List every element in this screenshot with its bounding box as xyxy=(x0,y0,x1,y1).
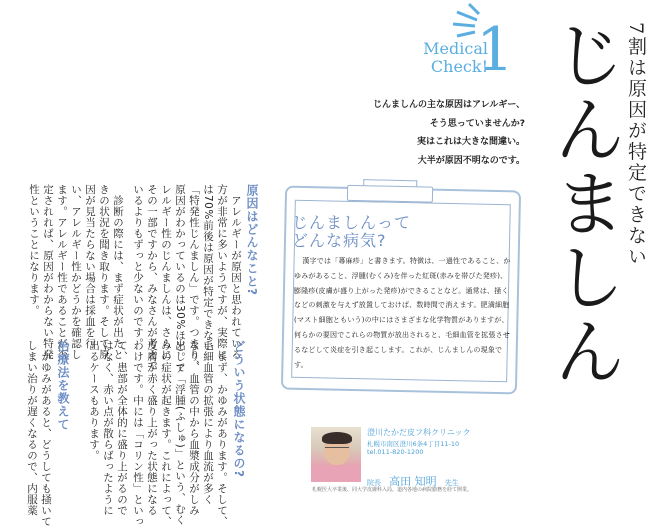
page-title: じんましん xyxy=(542,18,626,388)
badge-line1: Medical xyxy=(423,39,488,58)
body-column: なり、血管の中から血漿成分がしみ xyxy=(188,340,200,516)
body-column: きの状況を聞き取ります。そして原 xyxy=(98,184,110,360)
body-column: 性ということになります。 xyxy=(28,184,40,316)
badge-line2: Check! xyxy=(430,57,488,76)
clinic-address: 札幌市南区澄川6条4丁目11-10 xyxy=(367,440,460,448)
section-heading-causes: 原因はどんなこと? xyxy=(245,184,259,296)
lead-paragraph xyxy=(330,96,525,170)
page-subtitle: 7割は原因が特定できない xyxy=(625,22,647,268)
doctor-caption: 札幌医大卒業後、同大学皮膚科入局。道内各地の病院勤務を経て開業。 xyxy=(312,487,473,493)
body-column: アレルギーが原因と思われている xyxy=(230,184,242,360)
body-column: い、アレルギー性かどうかを確認し xyxy=(70,184,82,360)
badge-number: 1 xyxy=(476,15,515,85)
body-column: 出して「浮腫(ふしゅ)」という、むく xyxy=(174,340,186,526)
body-column: 方が非常に多いようですが、実際に xyxy=(216,184,228,360)
doctor-suffix: 先生 xyxy=(444,479,459,487)
box-title xyxy=(292,214,411,250)
box-title-line1: じんましんって xyxy=(292,213,412,232)
body-column: レルギー性のじんましんは、さらに xyxy=(160,184,172,360)
body-column: 「特発性じんましん」です。つまり、 xyxy=(188,184,200,371)
body-column: 毛細血管の拡張により血流が多く xyxy=(202,340,214,505)
lead-line: 実はこれは大きな間違い。 xyxy=(416,137,525,147)
body-column: わけです。中には「コリン性」といっ xyxy=(132,340,144,527)
clinic-name: 澄川たかだ皮フ科クリニック xyxy=(367,428,471,437)
body-column: 因が見当たらない場合は採血を行 xyxy=(84,184,96,349)
body-column: いるよりもずっと少ないのです。 xyxy=(132,184,144,349)
doctor-role: 院長 xyxy=(367,479,381,487)
body-column: は70%前後は原因が特定できない xyxy=(202,184,214,352)
lead-line: じんましんの主な原因はアレルギー、 xyxy=(372,100,525,110)
body-column: みの症状が起きます。これによって、 xyxy=(160,340,172,527)
body-column: しまい治りが遅くなるので、内服薬 xyxy=(26,340,38,516)
section-heading-symptoms: どういう状態になるの? xyxy=(232,340,246,478)
lead-line: 大半が原因不明なのです。 xyxy=(417,155,525,166)
body-column: 原因がわかっているのは30%ほど。ア xyxy=(174,184,186,374)
box-body: 漢字では「蕁麻疹」と書きます。特徴は、一過性であること、かゆみがあること、浮腫(むくみ)を伴った紅斑(赤みを帯びた発疹)、膨隆疹(皮膚が盛り上がった発疹)ができることなど。通常は、掻くなどの刺激を与えず放置しておけば、数時間で消えます。肥満細胞(マスト細胞ともいう)の中にはさまざまな化学物質がありますが、何らかの要因でこれらの物質が放出されると、毛細血管を拡張させるなどして炎症を引き起こします。これが、じんましんの現象です。 xyxy=(294,257,511,369)
doctor-name: 高田 知明 xyxy=(389,475,437,488)
box-title-line2: どんな病気? xyxy=(292,231,387,250)
body-column: かゆみがあると、どうしても掻いて xyxy=(40,340,52,527)
lead-line: そう思っていませんか? xyxy=(429,118,525,129)
body-column: ます。アレルギー性であることが否 xyxy=(56,184,68,360)
clinic-tel: tel.011-820-1200 xyxy=(367,448,424,456)
clipboard-clip-base xyxy=(347,185,433,203)
body-column: て、患部が全体的に盛り上がるので xyxy=(116,340,128,516)
body-column: 出るケースもあります。 xyxy=(88,340,100,461)
doctor-photo xyxy=(311,427,361,482)
body-column: まず、かゆみがあります。そして、 xyxy=(216,340,228,527)
body-column: その一部ですから、みなさんが考えて xyxy=(146,184,158,371)
body-column: はなく、赤い点が散らばったように xyxy=(102,340,114,516)
section-heading-treatment: 治療法を教えて xyxy=(56,340,70,431)
body-column: 診断の際には、まず症状が出たと xyxy=(112,184,124,360)
body-column: 皮膚が赤く盛り上がった状態になる xyxy=(146,340,158,516)
body-column: 定されれば、原因がわからない特発 xyxy=(42,184,54,360)
